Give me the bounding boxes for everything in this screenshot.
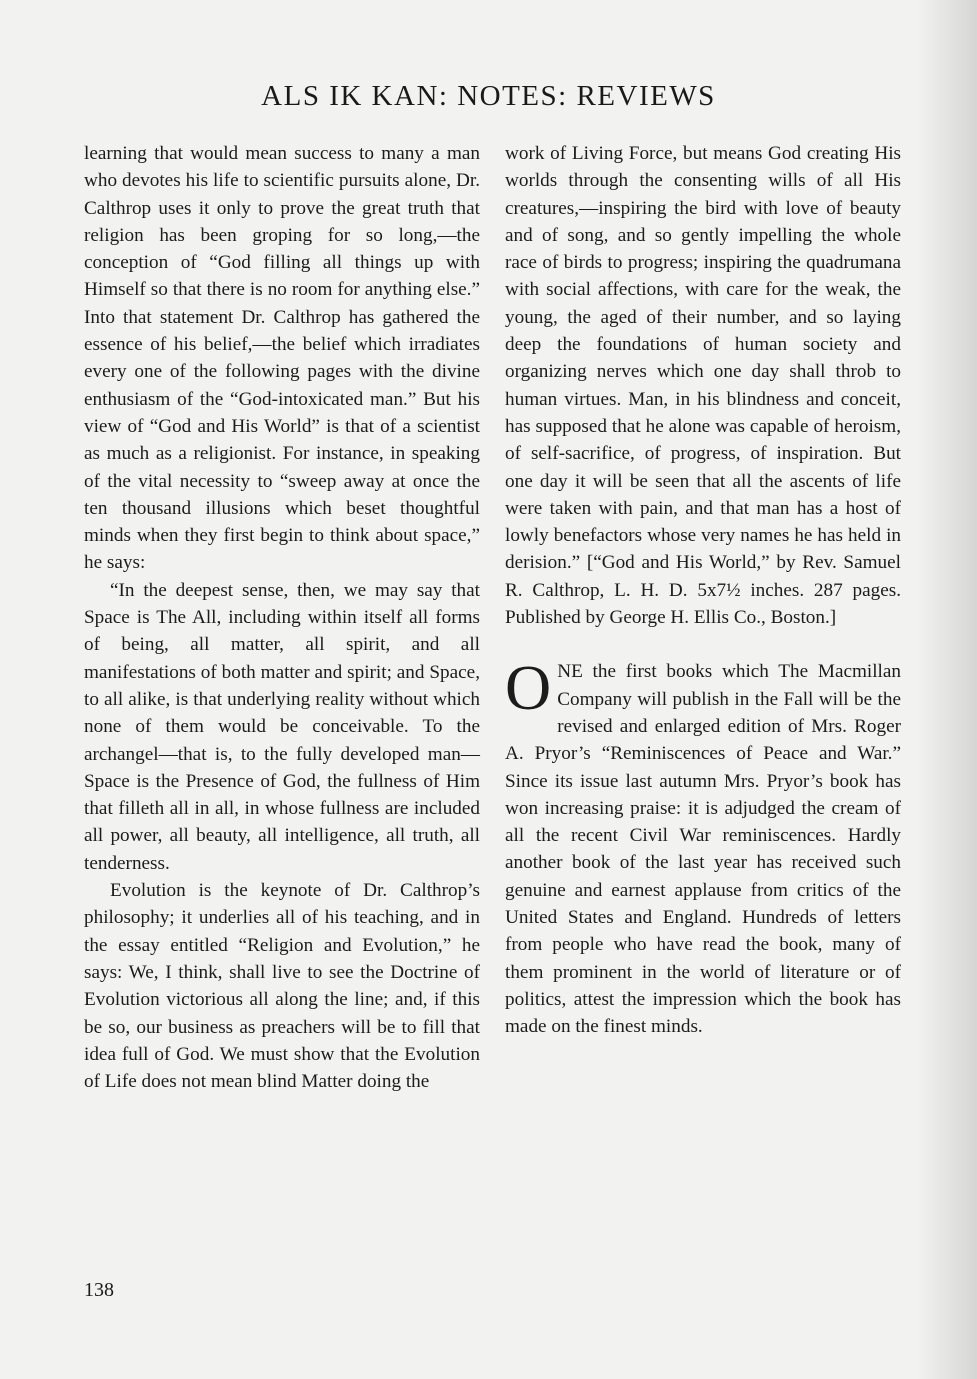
drop-cap: O [505,652,552,724]
right-paragraph-2 [505,652,901,1040]
left-paragraph-2-quote: “In the deepest sense, then, we may say that Space is The All, including within itself all forms of being, all matter, all spirit, and all manifestations of both matter and spirit; and Space, to all alike, is that underlying reality without which none of them would be conceivable. To the archangel—that is, to the fully developed man—Space is the Presence of God, the fullness of Him that filleth all in all, in whose fullness are included all power, all beauty, all intelligence, all truth, all tenderness. [84,579,480,874]
left-column [84,140,480,1095]
left-paragraph-1: learning that would mean success to many a man who devotes his life to scientific pursuits alone, Dr. Calthrop uses it only to prove the great truth that religion has been groping for so long,—the conception of “God filling all things up with Himself so that there is no room for anything else.” Into that statement Dr. Calthrop has gathered the essence of his belief,—the belief which irradiates every one of the following pages with the divine enthusiasm of the “God-intoxicated man.” But his view of “God and His World” is that of a scientist as much as a religionist. For instance, in speaking of the vital necessity to “sweep away at once the ten thousand illusions which beset thoughtful minds when they first begin to think about space,” he says: [84,143,480,574]
left-paragraph-3: Evolution is the keynote of Dr. Calthrop’s philosophy; it underlies all of his teaching, and in the essay entitled “Religion and Evolution,” he says: We, I think, shall live to see the Doctrine of Evolution victorious all along the line; and, if this be so, our business as preachers will be to fill that idea full of God. We must show that the Evolution of Life does not mean blind Matter doing the [84,880,480,1093]
right-column [505,140,901,1041]
page-edge-shadow [917,0,977,1379]
right-paragraph-1: work of Living Force, but means God creating His worlds through the consenting wills of all His creatures,—inspiring the bird with love of beauty and of song, and so gently impelling the whole race of birds to progress; inspiring the quadrumana with social affections, with care for the weak, the young, the aged of their number, and so laying deep the foundations of human society and organizing nerves which one day shall throb to human virtues. Man, in his blindness and conceit, has supposed that he alone was capable of heroism, of self-sacrifice, of progress, of inspiration. But one day it will be seen that all the ascents of life were taken with pain, and that man has a host of lowly benefactors whose very names he has held in derision.” [“God and His World,” by Rev. Samuel R. Calthrop, L. H. D. 5x7½ inches. 287 pages. Published by George H. Ellis Co., Boston.] [505,143,901,629]
right-paragraph-2-text: the first books which The Macmillan Company will publish in the Fall will be the revised and enlarged edition of Mrs. Roger A. Pryor’s “Reminiscences of Peace and War.” Since its issue last autumn Mrs. Pryor’s book has won increasing praise: it is adjudged the cream of all the recent Civil War reminiscences. Hardly another book of the last year has received such genuine and earnest applause from critics of the United States and England. Hundreds of letters from people who have read the book, many of them prominent in the world of literature or of politics, attest the impression which the book has made on the finest minds. [505,661,901,1038]
page-number: 138 [84,1279,114,1301]
small-caps-lead: NE [557,661,583,683]
running-header: ALS IK KAN: NOTES: REVIEWS [261,80,716,112]
